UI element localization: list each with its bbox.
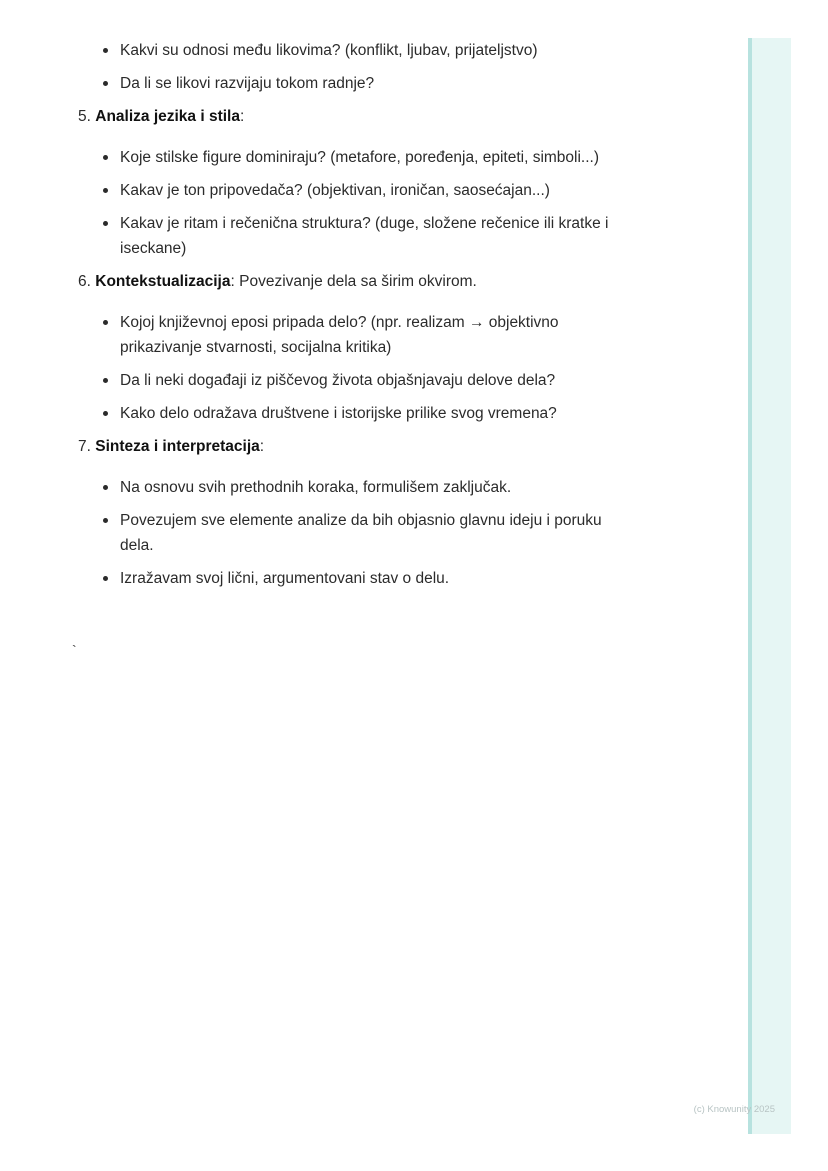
section-heading-7 xyxy=(78,434,638,459)
bullet-list-language-style xyxy=(78,145,638,261)
list-item: Kakav je ton pripovedača? (objektivan, ironičan, saosećajan...) xyxy=(78,178,638,203)
section-number: 5. xyxy=(78,108,91,125)
list-item: Kako delo odražava društvene i istorijske prilike svog vremena? xyxy=(78,401,638,426)
section-title: Kontekstualizacija xyxy=(95,273,231,290)
section-rest: : xyxy=(259,438,265,455)
bullet-list-synthesis xyxy=(78,475,638,591)
side-margin-strip xyxy=(748,38,791,1134)
section-heading-6 xyxy=(78,269,638,294)
list-item: Da li se likovi razvijaju tokom radnje? xyxy=(78,71,638,96)
list-item: Na osnovu svih prethodnih koraka, formulišem zaključak. xyxy=(78,475,638,500)
document-content xyxy=(78,38,638,599)
copyright-footer: (c) Knowunity 2025 xyxy=(693,1104,775,1115)
list-item: Izražavam svoj lični, argumentovani stav o delu. xyxy=(78,566,638,591)
list-item: Povezujem sve elemente analize da bih objasnio glavnu ideju i poruku dela. xyxy=(78,508,638,558)
list-item: Kakav je ritam i rečenična struktura? (duge, složene rečenice ili kratke i iseckane) xyxy=(78,211,638,261)
section-number: 7. xyxy=(78,438,91,455)
list-item: Koje stilske figure dominiraju? (metafore, poređenja, epiteti, simboli...) xyxy=(78,145,638,170)
section-heading-5 xyxy=(78,104,638,129)
list-item: Da li neki događaji iz piščevog života objašnjavaju delove dela? xyxy=(78,368,638,393)
section-number: 6. xyxy=(78,273,91,290)
section-title: Sinteza i interpretacija xyxy=(95,438,260,455)
section-title: Analiza jezika i stila xyxy=(95,108,240,125)
stray-backtick-mark: ` xyxy=(72,642,77,658)
section-rest: : xyxy=(239,108,245,125)
bullet-list-context xyxy=(78,310,638,426)
section-rest: : Povezivanje dela sa širim okvirom. xyxy=(230,273,477,290)
list-item: Kakvi su odnosi među likovima? (konflikt, ljubav, prijateljstvo) xyxy=(78,38,638,63)
list-item: Kojoj književnoj eposi pripada delo? (npr. realizam → objektivno prikazivanje stvarnosti, socijalna kritika) xyxy=(78,310,638,360)
bullet-list-characters xyxy=(78,38,638,96)
